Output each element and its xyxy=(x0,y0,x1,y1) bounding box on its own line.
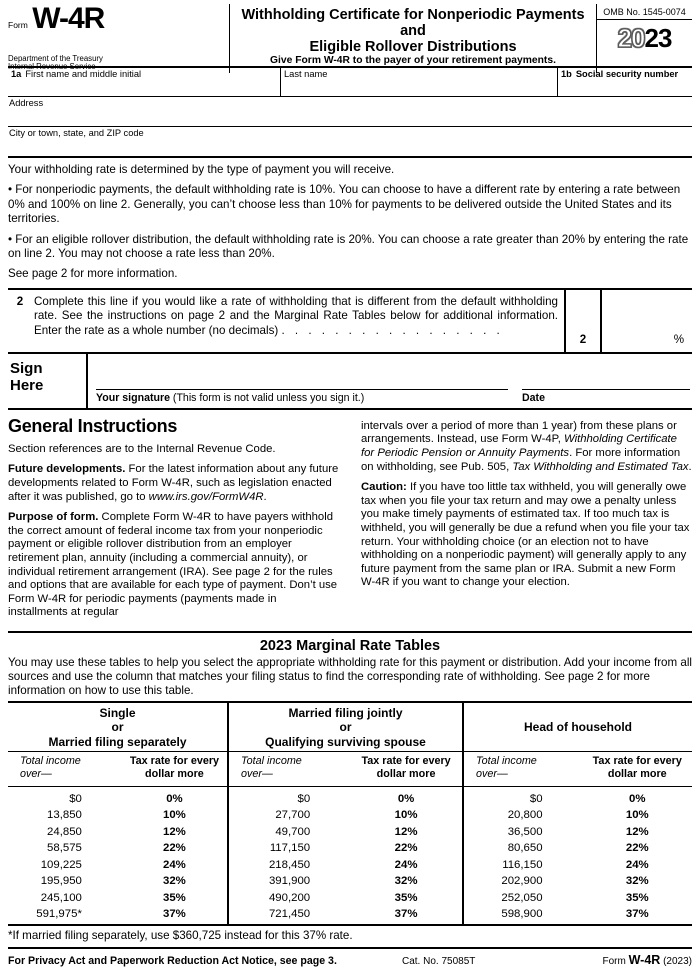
general-instructions xyxy=(8,410,692,631)
omb-year-block xyxy=(596,4,692,73)
income-value: 27,700 xyxy=(275,809,311,822)
rate-value: 22% xyxy=(394,842,418,855)
future-developments-paragraph: Future developments. For the latest information about any future developments related to Form W-4R, such as legislation enacted after it was published, go to www.irs.gov/FormW4R. xyxy=(8,463,339,503)
city-state-zip-field[interactable]: City or town, state, and ZIP code xyxy=(8,127,692,158)
form-title: Withholding Certificate for Nonperiodic Payments and Eligible Rollover Distributions xyxy=(241,7,585,55)
page-footer xyxy=(8,947,692,967)
privacy-act-notice: For Privacy Act and Paperwork Reduction Act Notice, see page 3. xyxy=(8,955,337,967)
rate-value: 0% xyxy=(629,792,646,805)
purpose-of-form-paragraph: Purpose of form. Complete Form W-4R to have payers withhold the correct amount of federal income tax from your nonperiodic payment or eligible rollover distribution from an employer retirement plan, annuity (including a commercial annuity), or individual retirement arrangement (IRA). See page 2 for the rules and options that are available for each type of payment. Don’t use Form W-4R for periodic payments (payments made in installments at regular xyxy=(8,511,338,619)
table-row xyxy=(8,807,227,824)
intro-paragraph: Your withholding rate is determined by the type of payment you will receive. xyxy=(8,163,395,176)
line-2-box-label: 2 xyxy=(564,290,600,352)
omb-number: OMB No. 1545-0074 xyxy=(597,4,692,20)
irs-url: www.irs.gov/FormW4R xyxy=(148,490,264,503)
income-value: 591,975* xyxy=(36,908,82,921)
table-row xyxy=(229,840,462,857)
rate-tables-intro: You may use these tables to help you select the appropriate withholding rate for this payment or distribution. Add your income from all sources and use the column that matches your filing status to find the corresponding rate of withholding. See page 2 for more information on how to use this table. xyxy=(8,655,692,697)
table-row xyxy=(464,840,692,857)
income-value: 490,200 xyxy=(268,891,311,904)
income-value: 36,500 xyxy=(507,825,543,838)
department-lines: Department of the Treasury Internal Revenue Service xyxy=(8,53,103,72)
income-value: $0 xyxy=(297,792,311,805)
table-row xyxy=(8,823,227,840)
form-title-block xyxy=(230,4,596,73)
ssn-field[interactable]: 1b Social security number xyxy=(557,68,692,96)
income-value: 218,450 xyxy=(268,858,311,871)
rate-value: 35% xyxy=(394,891,418,904)
table-row xyxy=(229,889,462,906)
table-row xyxy=(229,906,462,923)
rate-value: 10% xyxy=(163,809,186,822)
form-id-block xyxy=(8,4,230,73)
sign-here-label: Sign Here xyxy=(8,354,88,408)
table-footnote: *If married filing separately, use $360,725 instead for this 37% rate. xyxy=(8,929,353,943)
table-row xyxy=(229,807,462,824)
table-group-married-jointly xyxy=(227,703,462,924)
rate-value: 24% xyxy=(394,858,418,871)
rate-tables-heading: 2023 Marginal Rate Tables xyxy=(259,637,441,654)
income-value: $0 xyxy=(529,792,543,805)
section-references: Section references are to the Internal Revenue Code. xyxy=(8,442,276,455)
form-footer-id: Form W-4R (2023) xyxy=(602,953,692,967)
table-row xyxy=(8,889,227,906)
income-column-header: Total income over— xyxy=(241,755,302,780)
income-column-header: Total income over— xyxy=(476,755,537,780)
signature-label: Your signature (This form is not valid unless you sign it.) xyxy=(96,391,365,404)
rate-value: 32% xyxy=(394,875,418,888)
group-title: Married filing jointly or Qualifying surviving spouse xyxy=(229,703,462,752)
income-value: 195,950 xyxy=(40,875,82,888)
last-name-field[interactable]: Last name xyxy=(280,68,557,96)
table-row xyxy=(229,790,462,807)
rate-value: 37% xyxy=(163,908,186,921)
table-row xyxy=(8,906,227,923)
rate-value: 32% xyxy=(625,875,649,888)
w4p-paragraph: intervals over a period of more than 1 year) from these plans or arrangements. Instead, use Form W-4P, Withholding Certificate for Periodic Pension or Annuity Payments. For more information on withholding, see Pub. 505, Tax Withholding and Estimated Tax. xyxy=(361,419,692,473)
table-row xyxy=(229,873,462,890)
rate-value: 12% xyxy=(163,825,186,838)
form-header xyxy=(8,2,692,72)
table-row xyxy=(8,790,227,807)
income-value: 245,100 xyxy=(40,891,82,904)
income-value: 202,900 xyxy=(501,875,543,888)
income-value: 80,650 xyxy=(507,842,543,855)
table-row xyxy=(464,856,692,873)
table-row xyxy=(229,856,462,873)
form-subtitle: Give Form W-4R to the payer of your retirement payments. xyxy=(270,55,556,66)
date-label: Date xyxy=(522,391,545,404)
table-group-head-of-household xyxy=(462,703,692,924)
table-row xyxy=(464,790,692,807)
income-value: 13,850 xyxy=(47,809,82,822)
rate-value: 10% xyxy=(625,809,649,822)
line-2-text: Complete this line if you would like a rate of withholding that is different from the default withholding rate. See the instructions on page 2 and the Marginal Rate Tables below for additional information. Enter the rate as a whole number (no decimals) . . . . . . . . . . . . . . . . . xyxy=(34,294,558,338)
rate-column-header: Tax rate for every dollar more xyxy=(361,755,451,780)
rate-value: 37% xyxy=(394,908,418,921)
marginal-rate-table xyxy=(8,701,692,926)
table-row xyxy=(464,823,692,840)
group-title: Single or Married filing separately xyxy=(8,703,227,752)
form-word: Form xyxy=(8,20,28,30)
see-page2-note: See page 2 for more information. xyxy=(8,267,178,281)
name-ssn-row xyxy=(8,68,692,97)
address-field[interactable]: Address xyxy=(8,97,692,127)
income-value: 49,700 xyxy=(275,825,311,838)
income-value: 252,050 xyxy=(501,891,543,904)
form-number: W-4R xyxy=(32,2,105,35)
date-line[interactable] xyxy=(522,376,690,390)
signature-section xyxy=(8,354,692,410)
caution-paragraph: Caution: If you have too little tax withheld, you will generally owe tax when you file your tax return and may owe a penalty unless you make timely payments of estimated tax. If too much tax is withheld, you will generally be due a refund when you file your tax return. Your withholding choice (or an election not to have withholding on a nonperiodic payment) will generally apply to any future payment from the same plan or IRA. Submit a new Form W-4R if you want to change your election. xyxy=(361,481,690,589)
rate-value: 0% xyxy=(166,792,183,805)
table-row xyxy=(8,840,227,857)
income-value: 598,900 xyxy=(501,908,543,921)
table-row xyxy=(8,856,227,873)
rate-value: 24% xyxy=(163,858,186,871)
catalog-number: Cat. No. 75085T xyxy=(402,956,476,967)
table-row xyxy=(229,823,462,840)
first-name-field[interactable]: 1a First name and middle initial xyxy=(11,69,142,79)
rate-value: 12% xyxy=(394,825,418,838)
group-title: Head of household xyxy=(464,703,692,752)
table-row xyxy=(464,807,692,824)
income-value: 391,900 xyxy=(268,875,311,888)
rate-value: 32% xyxy=(163,875,186,888)
table-row xyxy=(464,873,692,890)
bullet-rollover: • For an eligible rollover distribution, the default withholding rate is 20%. You can choose a rate greater than 20% by entering the rate on line 2. You may not choose a rate less than 20%. xyxy=(8,232,689,261)
income-value: 721,450 xyxy=(268,908,311,921)
rate-value: 12% xyxy=(625,825,649,838)
line-2-number: 2 xyxy=(16,294,24,308)
table-group-single xyxy=(8,703,227,924)
income-value: $0 xyxy=(69,792,82,805)
table-row xyxy=(464,906,692,923)
rate-value: 22% xyxy=(163,842,186,855)
marginal-rate-tables-section xyxy=(8,631,692,942)
line-2-row xyxy=(8,288,692,354)
income-value: 20,800 xyxy=(507,809,543,822)
table-row xyxy=(8,873,227,890)
income-column-header: Total income over— xyxy=(20,755,81,780)
rate-value: 0% xyxy=(397,792,415,805)
rate-value: 24% xyxy=(625,858,649,871)
rate-value: 35% xyxy=(625,891,649,904)
intro-text xyxy=(8,158,692,282)
table-row xyxy=(464,889,692,906)
income-value: 116,150 xyxy=(502,858,543,871)
rate-value: 35% xyxy=(163,891,186,904)
general-instructions-heading: General Instructions xyxy=(8,415,178,436)
bullet-nonperiodic: • For nonperiodic payments, the default withholding rate is 10%. You can choose to have a different rate by entering a rate between 0% and 100% on line 2. Generally, you can’t choose less than 10% for payments to be delivered outside the United States and its territories. xyxy=(8,183,681,226)
tax-year: 2023 xyxy=(617,23,672,53)
rate-value: 22% xyxy=(625,842,649,855)
rate-entry-field[interactable]: % xyxy=(600,290,692,352)
rate-value: 10% xyxy=(394,809,418,822)
rate-value: 37% xyxy=(625,908,649,921)
income-value: 58,575 xyxy=(47,842,82,855)
dot-leader: . . . . . . . . . . . . . . . . . xyxy=(281,324,500,338)
rate-column-header: Tax rate for every dollar more xyxy=(592,755,682,780)
income-value: 117,150 xyxy=(269,842,311,855)
income-value: 24,850 xyxy=(47,825,82,838)
rate-column-header: Tax rate for every dollar more xyxy=(129,755,220,780)
income-value: 109,225 xyxy=(40,858,82,871)
signature-line[interactable] xyxy=(96,376,508,390)
